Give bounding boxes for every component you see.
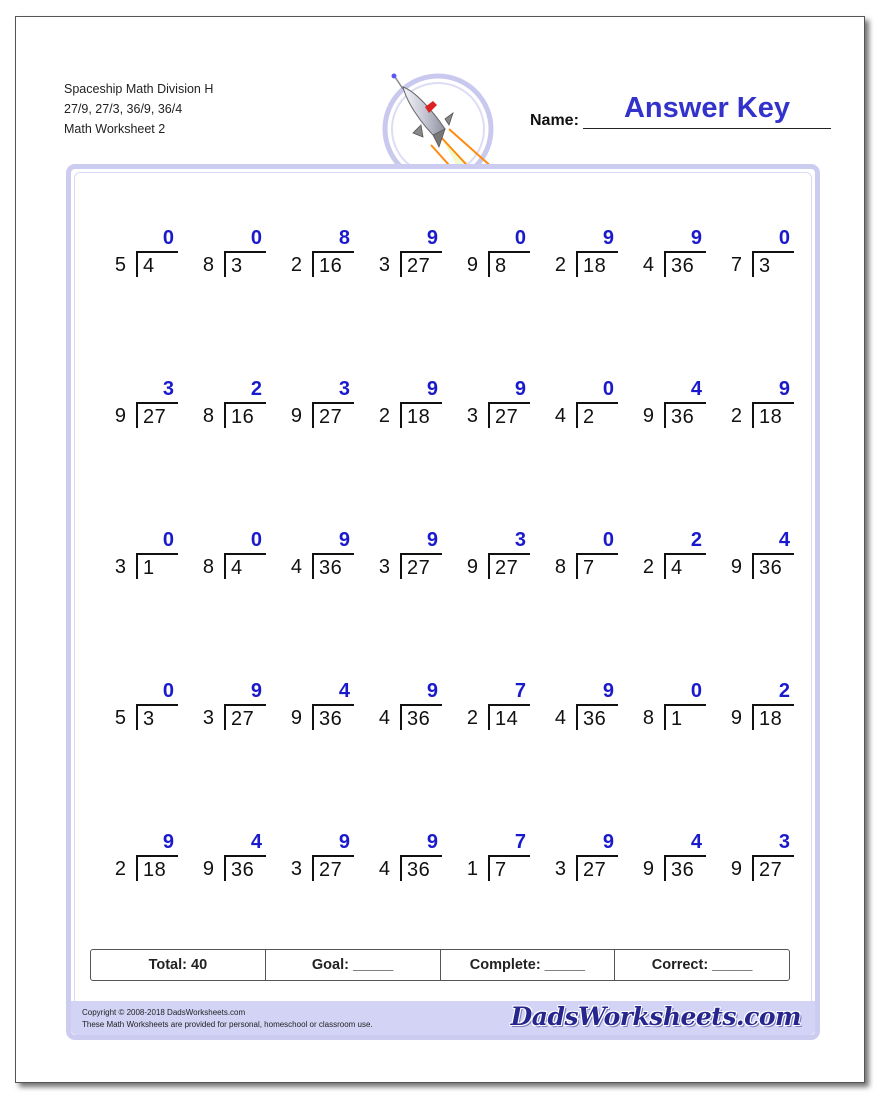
dividend: 18 (136, 855, 178, 881)
quotient-answer: 9 (426, 378, 438, 400)
quotient-answer: 4 (778, 529, 790, 551)
divisor: 9 (730, 707, 742, 729)
dividend: 18 (576, 251, 618, 277)
copyright (82, 1007, 373, 1031)
quotient-answer: 9 (426, 227, 438, 249)
dividend: 36 (664, 402, 706, 428)
quotient-answer: 3 (338, 378, 350, 400)
worksheet-facts: 27/9, 27/3, 36/9, 36/4 (64, 102, 183, 116)
divisor: 9 (466, 254, 478, 276)
goal-cell: Goal: _____ (266, 950, 441, 980)
problem-row (91, 529, 795, 680)
division-problem (91, 378, 179, 529)
division-problem (179, 680, 267, 831)
division-problem (619, 680, 707, 831)
divisor: 9 (730, 556, 742, 578)
worksheet-title: Spaceship Math Division H (64, 82, 214, 96)
divisor: 4 (378, 858, 390, 880)
dividend: 27 (752, 855, 794, 881)
division-problem (267, 529, 355, 680)
problem-row (91, 227, 795, 378)
dividend: 36 (400, 704, 442, 730)
divisor: 4 (554, 405, 566, 427)
division-problem (443, 529, 531, 680)
quotient-answer: 9 (338, 529, 350, 551)
worksheet-subtitle: Math Worksheet 2 (64, 122, 166, 136)
divisor: 9 (202, 858, 214, 880)
copyright-text: Copyright © 2008-2018 DadsWorksheets.com (82, 1008, 246, 1017)
dividend: 16 (224, 402, 266, 428)
dividend: 36 (312, 553, 354, 579)
divisor: 7 (730, 254, 742, 276)
dadsworksheets-logo[interactable]: DadsWorksheets.com (510, 1002, 801, 1031)
division-problem (707, 529, 795, 680)
dividend: 27 (312, 855, 354, 881)
score-table (90, 949, 790, 981)
quotient-answer: 9 (162, 831, 174, 853)
division-problem (443, 227, 531, 378)
divisor: 3 (378, 254, 390, 276)
division-problem (619, 529, 707, 680)
quotient-answer: 9 (778, 378, 790, 400)
complete-cell: Complete: _____ (441, 950, 616, 980)
quotient-answer: 0 (162, 529, 174, 551)
quotient-answer: 9 (690, 227, 702, 249)
dividend: 3 (752, 251, 794, 277)
divisor: 2 (554, 254, 566, 276)
divisor: 9 (466, 556, 478, 578)
divisor: 3 (114, 556, 126, 578)
correct-cell: Correct: _____ (651, 957, 753, 973)
quotient-answer: 3 (514, 529, 526, 551)
divisor: 9 (290, 707, 302, 729)
divisor: 2 (466, 707, 478, 729)
dividend: 27 (400, 553, 442, 579)
dividend: 14 (488, 704, 530, 730)
quotient-answer: 0 (250, 227, 262, 249)
dividend: 27 (488, 553, 530, 579)
divisor: 5 (114, 254, 126, 276)
division-problem (179, 227, 267, 378)
problem-row (91, 378, 795, 529)
division-problem (531, 378, 619, 529)
division-problem (619, 227, 707, 378)
quotient-answer: 0 (162, 680, 174, 702)
usage-notice: These Math Worksheets are provided for personal, homeschool or classroom use. (82, 1020, 373, 1029)
divisor: 2 (642, 556, 654, 578)
quotient-answer: 9 (426, 680, 438, 702)
dividend: 4 (224, 553, 266, 579)
division-problem (531, 680, 619, 831)
dividend: 36 (664, 855, 706, 881)
division-problem (267, 680, 355, 831)
problems-frame (66, 164, 820, 1040)
quotient-answer: 3 (778, 831, 790, 853)
divisor: 3 (290, 858, 302, 880)
dividend: 36 (400, 855, 442, 881)
dividend: 18 (752, 402, 794, 428)
division-problem (91, 227, 179, 378)
quotient-answer: 2 (690, 529, 702, 551)
divisor: 3 (378, 556, 390, 578)
division-problem (267, 378, 355, 529)
divisor: 8 (202, 254, 214, 276)
division-problem (443, 680, 531, 831)
dividend: 27 (488, 402, 530, 428)
worksheet-header (64, 79, 213, 139)
quotient-answer: 2 (250, 378, 262, 400)
quotient-answer: 7 (514, 831, 526, 853)
quotient-answer: 8 (338, 227, 350, 249)
dividend: 18 (400, 402, 442, 428)
answer-key-heading: Answer Key (623, 92, 790, 124)
dividend: 4 (664, 553, 706, 579)
divisor: 8 (642, 707, 654, 729)
division-problem (619, 378, 707, 529)
division-problem (179, 529, 267, 680)
quotient-answer: 0 (690, 680, 702, 702)
divisor: 3 (554, 858, 566, 880)
quotient-answer: 9 (250, 680, 262, 702)
dividend: 1 (136, 553, 178, 579)
name-label: Name: (530, 112, 579, 129)
dividend: 4 (136, 251, 178, 277)
divisor: 4 (290, 556, 302, 578)
dividend: 16 (312, 251, 354, 277)
divisor: 4 (642, 254, 654, 276)
quotient-answer: 0 (602, 378, 614, 400)
dividend: 27 (224, 704, 266, 730)
quotient-answer: 2 (778, 680, 790, 702)
dividend: 8 (488, 251, 530, 277)
division-problem (179, 378, 267, 529)
divisor: 1 (466, 858, 478, 880)
dividend: 27 (400, 251, 442, 277)
dividend: 18 (752, 704, 794, 730)
dividend: 27 (312, 402, 354, 428)
divisor: 5 (114, 707, 126, 729)
dividend: 36 (752, 553, 794, 579)
divisor: 9 (642, 858, 654, 880)
divisor: 9 (642, 405, 654, 427)
dividend: 36 (576, 704, 618, 730)
division-problem (707, 680, 795, 831)
division-problem (707, 227, 795, 378)
division-problem (91, 529, 179, 680)
divisor: 8 (554, 556, 566, 578)
dividend: 27 (576, 855, 618, 881)
quotient-answer: 9 (602, 227, 614, 249)
dividend: 27 (136, 402, 178, 428)
division-problem (355, 227, 443, 378)
divisor: 2 (730, 405, 742, 427)
dividend: 3 (224, 251, 266, 277)
quotient-answer: 9 (602, 680, 614, 702)
dividend: 7 (576, 553, 618, 579)
quotient-answer: 4 (250, 831, 262, 853)
quotient-answer: 4 (690, 378, 702, 400)
quotient-answer: 0 (602, 529, 614, 551)
divisor: 8 (202, 556, 214, 578)
dividend: 36 (664, 251, 706, 277)
quotient-answer: 0 (162, 227, 174, 249)
dividend: 2 (576, 402, 618, 428)
quotient-answer: 4 (690, 831, 702, 853)
division-problem (443, 378, 531, 529)
divisor: 9 (290, 405, 302, 427)
divisor: 2 (114, 858, 126, 880)
quotient-answer: 4 (338, 680, 350, 702)
quotient-answer: 9 (602, 831, 614, 853)
division-problem (707, 378, 795, 529)
divisor: 2 (378, 405, 390, 427)
divisor: 3 (466, 405, 478, 427)
quotient-answer: 3 (162, 378, 174, 400)
total-cell: Total: 40 (91, 950, 266, 980)
quotient-answer: 9 (426, 529, 438, 551)
divisor: 9 (114, 405, 126, 427)
division-problem (267, 227, 355, 378)
dividend: 36 (312, 704, 354, 730)
quotient-answer: 0 (250, 529, 262, 551)
division-problem (531, 529, 619, 680)
division-problem (355, 680, 443, 831)
dividend: 1 (664, 704, 706, 730)
division-problem (91, 680, 179, 831)
divisor: 9 (730, 858, 742, 880)
divisor: 8 (202, 405, 214, 427)
dividend: 7 (488, 855, 530, 881)
quotient-answer: 9 (514, 378, 526, 400)
problem-row (91, 680, 795, 831)
dividend: 3 (136, 704, 178, 730)
dividend: 36 (224, 855, 266, 881)
problem-grid (91, 227, 795, 982)
divisor: 2 (290, 254, 302, 276)
divisor: 4 (378, 707, 390, 729)
quotient-answer: 0 (778, 227, 790, 249)
division-problem (355, 529, 443, 680)
quotient-answer: 7 (514, 680, 526, 702)
quotient-answer: 9 (426, 831, 438, 853)
footer-bar (71, 1001, 815, 1035)
quotient-answer: 0 (514, 227, 526, 249)
worksheet-page (15, 16, 865, 1083)
quotient-answer: 9 (338, 831, 350, 853)
divisor: 4 (554, 707, 566, 729)
division-problem (355, 378, 443, 529)
name-line (583, 128, 831, 129)
divisor: 3 (202, 707, 214, 729)
division-problem (531, 227, 619, 378)
